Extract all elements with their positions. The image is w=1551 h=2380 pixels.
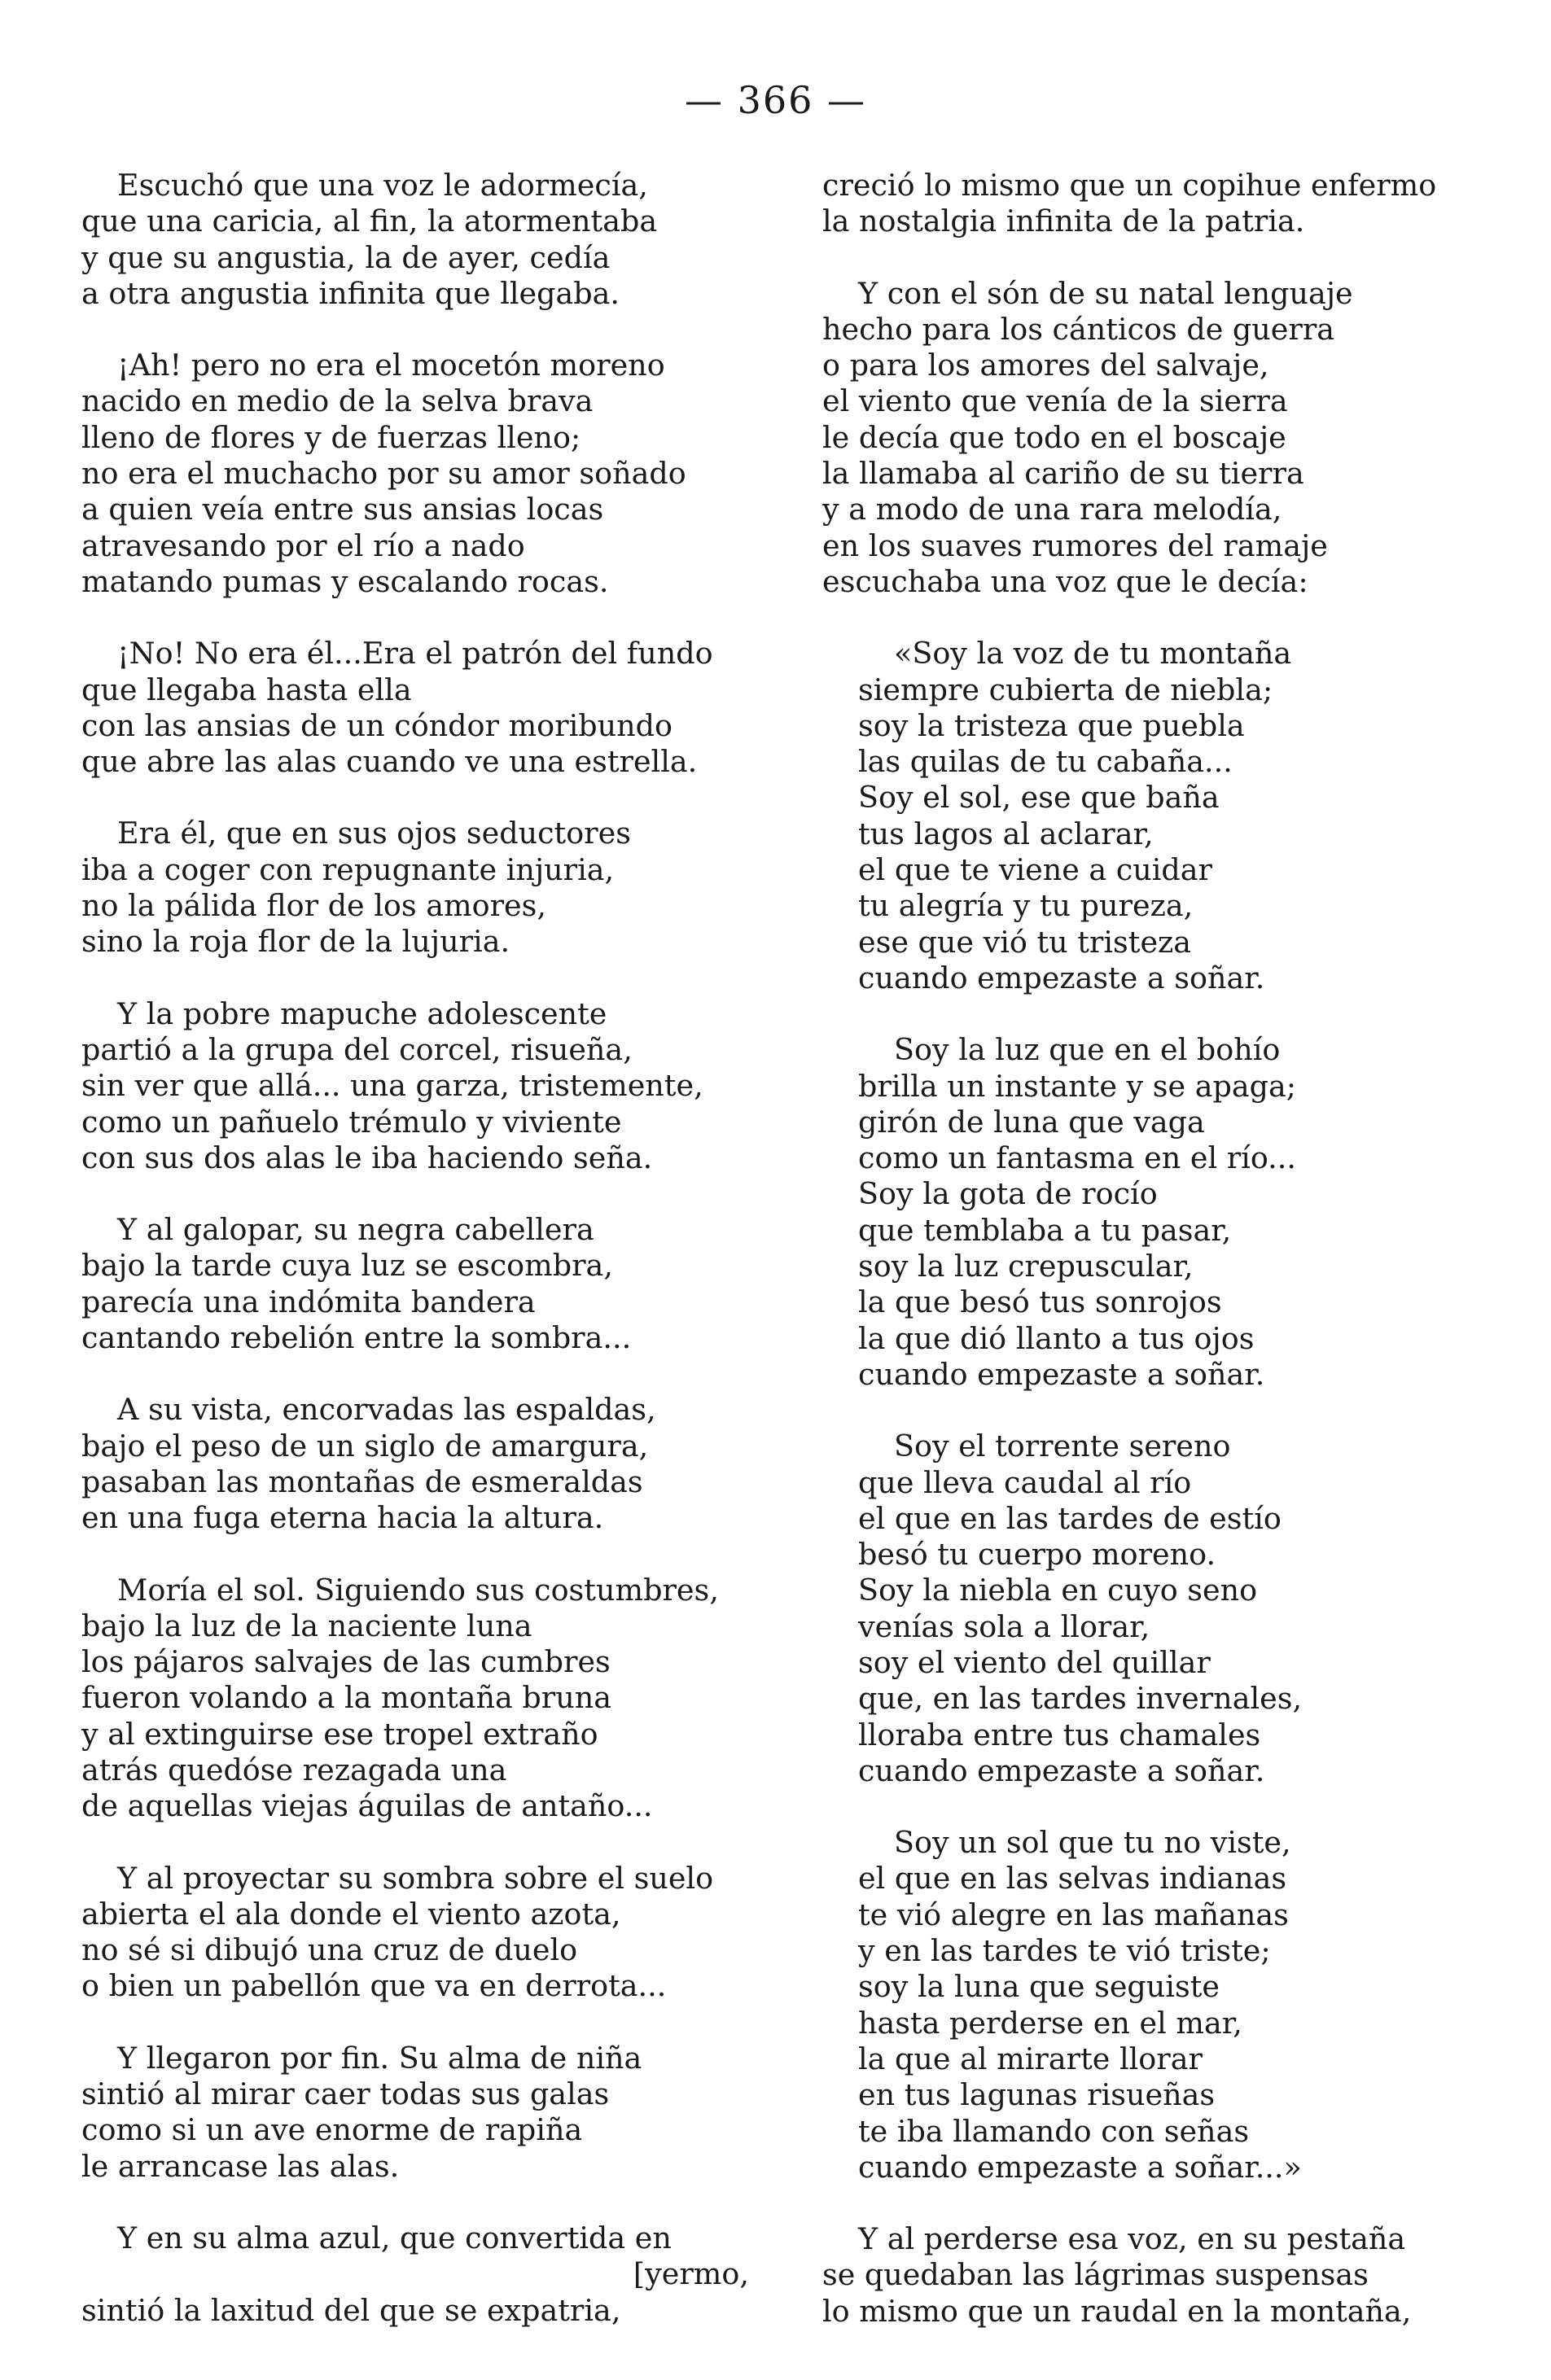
right-column <box>822 168 1523 2365</box>
verse-line: le decía que todo en el boscaje <box>822 419 1286 455</box>
verse-line: con las ansias de un cóndor moribundo <box>81 707 673 743</box>
stanza <box>81 2220 765 2329</box>
verse-line: la llamaba al cariño de su tierra <box>822 456 1304 492</box>
verse-line: que una caricia, al fin, la atormentaba <box>81 203 658 239</box>
verse-line: atravesando por el río a nado <box>81 527 525 563</box>
verse-line: tu alegría y tu pureza, <box>858 888 1194 924</box>
verse-line: se quedaban las lágrimas suspensas <box>822 2257 1369 2293</box>
verse-line: siempre cubierta de niebla; <box>858 672 1273 707</box>
verse-line: soy la luz crepuscular, <box>858 1249 1194 1284</box>
verse-line: fueron volando a la montaña bruna <box>81 1680 612 1716</box>
verse-line: a otra angustia infinita que llegaba. <box>81 275 620 311</box>
verse-line: te vió alegre en las mañanas <box>858 1897 1289 1932</box>
verse-line: Soy la gota de rocío <box>858 1176 1158 1212</box>
verse-line: parecía una indómita bandera <box>81 1284 536 1319</box>
verse-line: Soy la luz que en el bohío <box>894 1032 1281 1068</box>
stanza <box>822 276 1523 601</box>
verse-line: Soy la niebla en cuyo seno <box>858 1573 1258 1608</box>
verse-line: bajo el peso de un siglo de amargura, <box>81 1428 649 1463</box>
verse-line: creció lo mismo que un copihue enfermo <box>822 168 1437 203</box>
stanza <box>822 2221 1523 2330</box>
stanza <box>81 2041 765 2185</box>
stanza <box>81 168 765 312</box>
verse-line: sino la roja flor de la lujuria. <box>81 924 510 960</box>
verse-line: soy la tristeza que puebla <box>858 707 1245 743</box>
verse-line: que temblaba a tu pasar, <box>858 1212 1232 1248</box>
verse-line: partió a la grupa del corcel, risueña, <box>81 1031 633 1067</box>
verse-line: hecho para los cánticos de guerra <box>822 311 1335 347</box>
verse-line: Era él, que en sus ojos seductores <box>117 816 631 851</box>
stanza <box>822 168 1523 240</box>
verse-line: hasta perderse en el mar, <box>858 2005 1242 2041</box>
verse-line: [yermo, <box>633 2256 749 2292</box>
stanza <box>81 348 765 600</box>
verse-line: pasaban las montañas de esmeraldas <box>81 1463 643 1499</box>
verse-line: Y llegaron por fin. Su alma de niña <box>117 2040 642 2076</box>
verse-line: la que al mirarte llorar <box>858 2041 1203 2076</box>
verse-line: y a modo de una rara melodía, <box>822 492 1282 527</box>
verse-line: escuchaba una voz que le decía: <box>822 563 1308 599</box>
verse-line: Y al perderse esa voz, en su pestaña <box>858 2221 1406 2257</box>
verse-line: sintió la laxitud del que se expatria, <box>81 2292 621 2328</box>
verse-line: sin ver que allá... una garza, tristemente, <box>81 1068 703 1104</box>
stanza <box>81 1212 765 1356</box>
verse-line: cuando empezaste a soñar. <box>858 1752 1265 1788</box>
verse-line: lloraba entre tus chamales <box>858 1717 1261 1752</box>
stanza <box>81 636 765 780</box>
verse-line: el que en las tardes de estío <box>858 1500 1282 1536</box>
verse-line: matando pumas y escalando rocas. <box>81 563 609 599</box>
verse-line: que abre las alas cuando ve una estrella. <box>81 744 698 780</box>
verse-line: o para los amores del salvaje, <box>822 348 1269 383</box>
verse-line: con sus dos alas le iba haciendo seña. <box>81 1140 653 1175</box>
verse-line: la que dió llanto a tus ojos <box>858 1320 1255 1356</box>
page-number: — 366 — <box>684 78 867 122</box>
verse-line: el que te viene a cuidar <box>858 852 1212 888</box>
verse-line: bajo la tarde cuya luz se escombra, <box>81 1248 613 1284</box>
verse-line: «Soy la voz de tu montaña <box>894 636 1292 672</box>
verse-line: tus lagos al aclarar, <box>858 816 1154 851</box>
verse-line: como si un ave enorme de rapiña <box>81 2112 583 2148</box>
verse-line: venías sola a llorar, <box>858 1608 1150 1644</box>
verse-line: no sé si dibujó una cruz de duelo <box>81 1932 578 1968</box>
verse-line: cuando empezaste a soñar...» <box>858 2149 1302 2185</box>
verse-line: le arrancase las alas. <box>81 2148 400 2184</box>
verse-line: Y al proyectar su sombra sobre el suelo <box>117 1860 714 1896</box>
left-column <box>81 168 765 2365</box>
verse-line: Soy un sol que tu no viste, <box>894 1825 1291 1861</box>
stanza <box>81 1861 765 2005</box>
verse-line: nacido en medio de la selva brava <box>81 383 594 419</box>
stanza <box>81 1573 765 1825</box>
verse-line: Soy el torrente sereno <box>894 1428 1231 1464</box>
stanza <box>822 1825 1523 2185</box>
verse-line: cuando empezaste a soñar. <box>858 1356 1265 1392</box>
verse-line: lo mismo que un raudal en la montaña, <box>822 2293 1412 2329</box>
verse-line: y al extinguirse ese tropel extraño <box>81 1716 598 1752</box>
verse-line: Y en su alma azul, que convertida en <box>117 2220 672 2255</box>
verse-line: Y con el són de su natal lenguaje <box>858 275 1353 311</box>
verse-line: lleno de flores y de fuerzas lleno; <box>81 419 581 455</box>
stanza <box>81 816 765 960</box>
verse-line: cuando empezaste a soñar. <box>858 960 1265 995</box>
verse-line: soy el viento del quillar <box>858 1644 1211 1680</box>
verse-line: los pájaros salvajes de las cumbres <box>81 1644 611 1680</box>
verse-line: en tus lagunas risueñas <box>858 2077 1216 2113</box>
verse-line: como un fantasma en el río... <box>858 1140 1296 1176</box>
verse-line: abierta el ala donde el viento azota, <box>81 1896 621 1932</box>
stanza <box>822 1032 1523 1393</box>
verse-line: Y al galopar, su negra cabellera <box>117 1212 594 1248</box>
verse-line: y en las tardes te vió triste; <box>858 1933 1271 1969</box>
verse-line: en los suaves rumores del ramaje <box>822 527 1328 563</box>
verse-line: soy la luna que seguiste <box>858 1969 1220 2005</box>
stanza <box>822 636 1523 996</box>
verse-line: girón de luna que vaga <box>858 1104 1205 1140</box>
verse-line: el que en las selvas indianas <box>858 1861 1287 1897</box>
verse-line: y que su angustia, la de ayer, cedía <box>81 239 611 275</box>
verse-line: que, en las tardes invernales, <box>858 1681 1303 1717</box>
verse-line: iba a coger con repugnante injuria, <box>81 851 615 887</box>
verse-line: la que besó tus sonrojos <box>858 1284 1222 1320</box>
verse-line: las quilas de tu cabaña... <box>858 744 1233 780</box>
verse-line: o bien un pabellón que va en derrota... <box>81 1968 667 2004</box>
verse-line: el viento que venía de la sierra <box>822 383 1288 419</box>
verse-line: en una fuga eterna hacia la altura. <box>81 1500 604 1536</box>
verse-line: bajo la luz de la naciente luna <box>81 1608 532 1643</box>
stanza <box>81 1392 765 1536</box>
verse-line: la nostalgia infinita de la patria. <box>822 203 1305 239</box>
verse-line: Moría el sol. Siguiendo sus costumbres, <box>117 1572 719 1608</box>
verse-line: que lleva caudal al río <box>858 1464 1192 1500</box>
verse-line: brilla un instante y se apaga; <box>858 1068 1297 1104</box>
verse-line: a quien veía entre sus ansias locas <box>81 492 604 527</box>
stanza <box>822 1428 1523 1789</box>
verse-line: Soy el sol, ese que baña <box>858 780 1220 816</box>
verse-line: que llegaba hasta ella <box>81 672 412 707</box>
verse-line: ¡No! No era él...Era el patrón del fundo <box>117 636 713 672</box>
verse-line: atrás quedóse rezagada una <box>81 1752 507 1787</box>
verse-line: te iba llamando con señas <box>858 2113 1250 2149</box>
verse-line: besó tu cuerpo moreno. <box>858 1537 1216 1573</box>
verse-line: no la pálida flor de los amores, <box>81 888 546 924</box>
verse-line: cantando rebelión entre la sombra... <box>81 1320 632 1356</box>
stanza <box>81 996 765 1176</box>
verse-line: sintió al mirar caer todas sus galas <box>81 2076 610 2112</box>
verse-line: ¡Ah! pero no era el mocetón moreno <box>117 348 665 383</box>
verse-line: A su vista, encorvadas las espaldas, <box>117 1392 656 1428</box>
verse-line: ese que vió tu tristeza <box>858 924 1192 960</box>
verse-line: Escuchó que una voz le adormecía, <box>117 168 648 203</box>
verse-line: Y la pobre mapuche adolescente <box>117 995 607 1031</box>
verse-line: de aquellas viejas águilas de antaño... <box>81 1788 653 1824</box>
verse-line: como un pañuelo trémulo y viviente <box>81 1104 622 1140</box>
verse-line: no era el muchacho por su amor soñado <box>81 456 686 492</box>
